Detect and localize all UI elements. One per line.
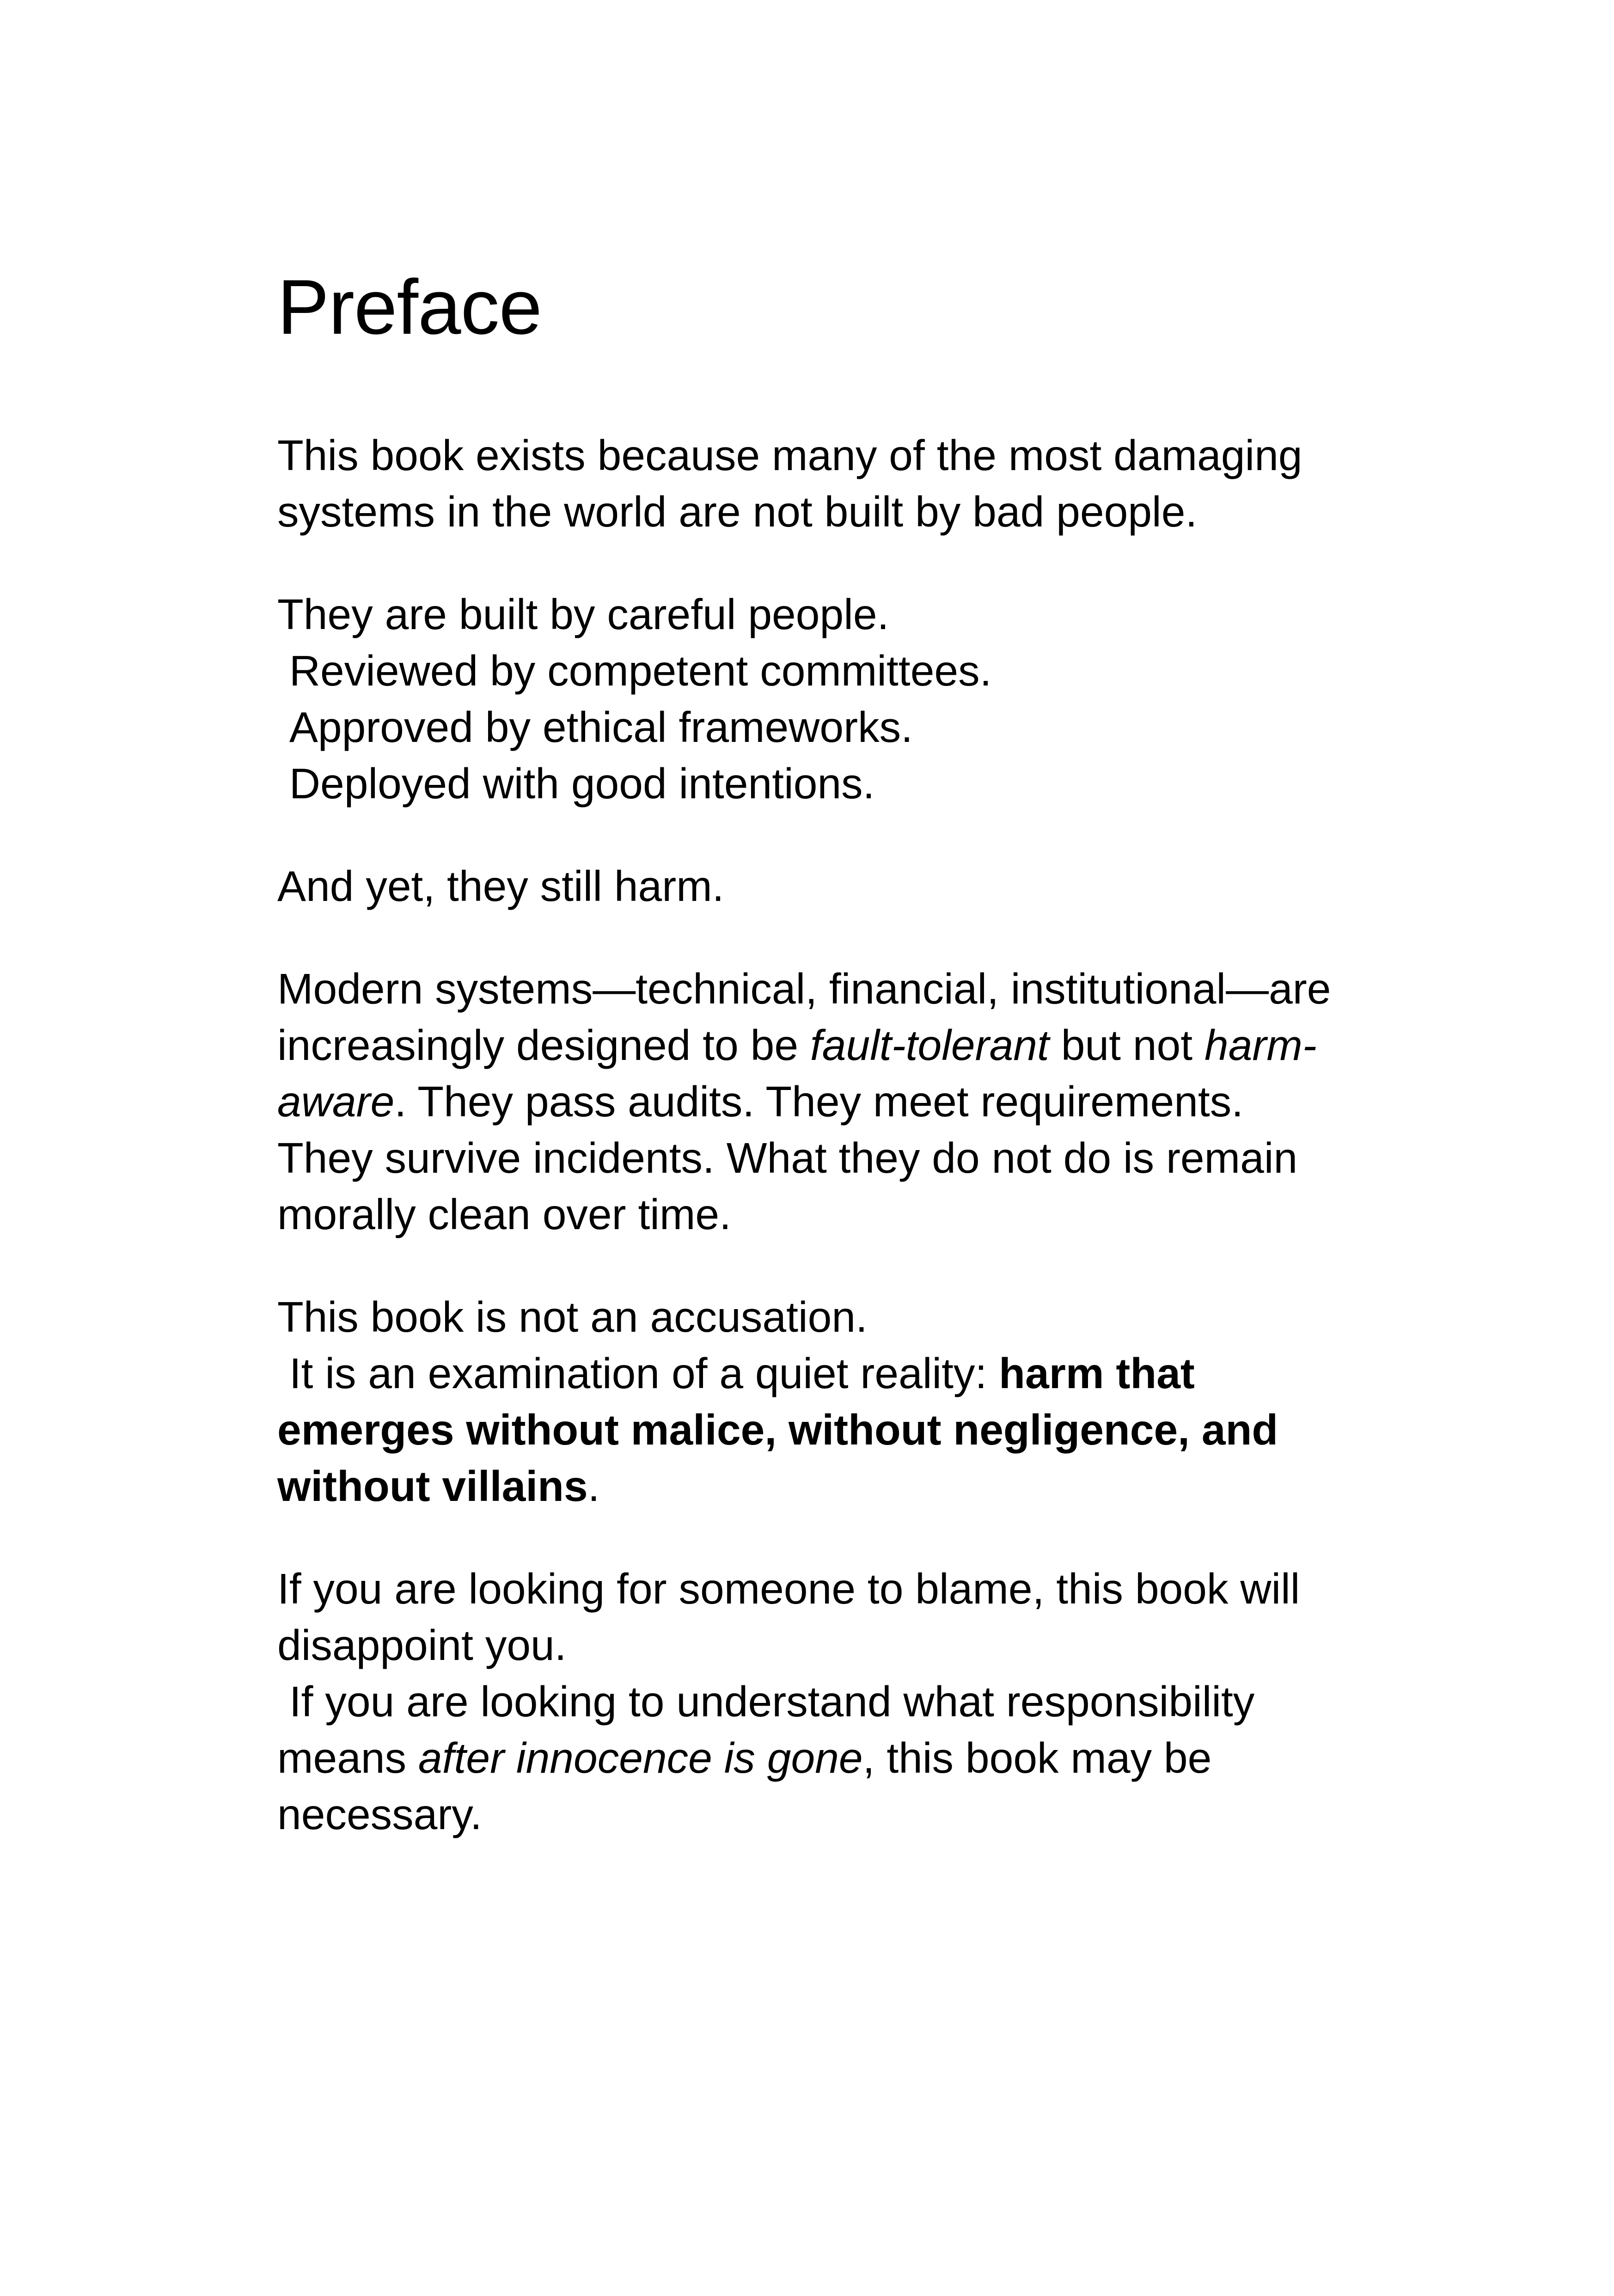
not-accusation-line-1: This book is not an accusation. <box>277 1293 868 1341</box>
not-accusation-line-2-pre: It is an examination of a quiet reality: <box>277 1349 999 1397</box>
paragraph-not-accusation <box>277 1289 1350 1514</box>
paragraph-modern-systems <box>277 961 1350 1243</box>
blame-line-2-pre: If you are looking to understand what responsibility means <box>277 1678 1267 1782</box>
emphasis-after-innocence: after innocence is gone <box>418 1734 863 1782</box>
document-page <box>277 263 1350 1889</box>
still-harm-text: And yet, they still harm. <box>277 862 724 910</box>
modern-systems-text-c: . They pass audits. They meet requirements. They survive incidents. What they do not do is remain morally clean over time. <box>277 1078 1298 1238</box>
blame-line-2 <box>277 1673 1350 1843</box>
bold-harm-statement: harm that emerges without malice, without negligence, and without villains <box>277 1349 1290 1510</box>
careful-people-line-4: Deployed with good intentions. <box>277 759 875 808</box>
careful-people-line-2: Reviewed by competent committees. <box>277 647 992 695</box>
not-accusation-line-2 <box>277 1345 1350 1514</box>
emphasis-fault-tolerant: fault-tolerant <box>810 1021 1049 1069</box>
paragraph-intro-text: This book exists because many of the most damaging systems in the world are not built by bad people. <box>277 431 1302 536</box>
paragraph-careful-people <box>277 586 1350 812</box>
not-accusation-line-2-post: . <box>587 1462 600 1510</box>
paragraph-still-harm <box>277 858 1350 914</box>
page-title: Preface <box>277 263 542 350</box>
modern-systems-text-b: but not <box>1049 1021 1204 1069</box>
careful-people-line-1: They are built by careful people. <box>277 590 889 638</box>
blame-line-1: If you are looking for someone to blame, this book will disappoint you. <box>277 1565 1312 1669</box>
blame-line-2-post: , this book may be necessary. <box>277 1734 1224 1838</box>
emphasis-harm-aware: harm-aware <box>277 1021 1317 1126</box>
paragraph-intro <box>277 427 1350 540</box>
paragraph-blame <box>277 1561 1350 1843</box>
modern-systems-text-a: Modern systems—technical, financial, institutional—are increasingly designed to be <box>277 965 1331 1069</box>
careful-people-line-3: Approved by ethical frameworks. <box>277 703 913 751</box>
